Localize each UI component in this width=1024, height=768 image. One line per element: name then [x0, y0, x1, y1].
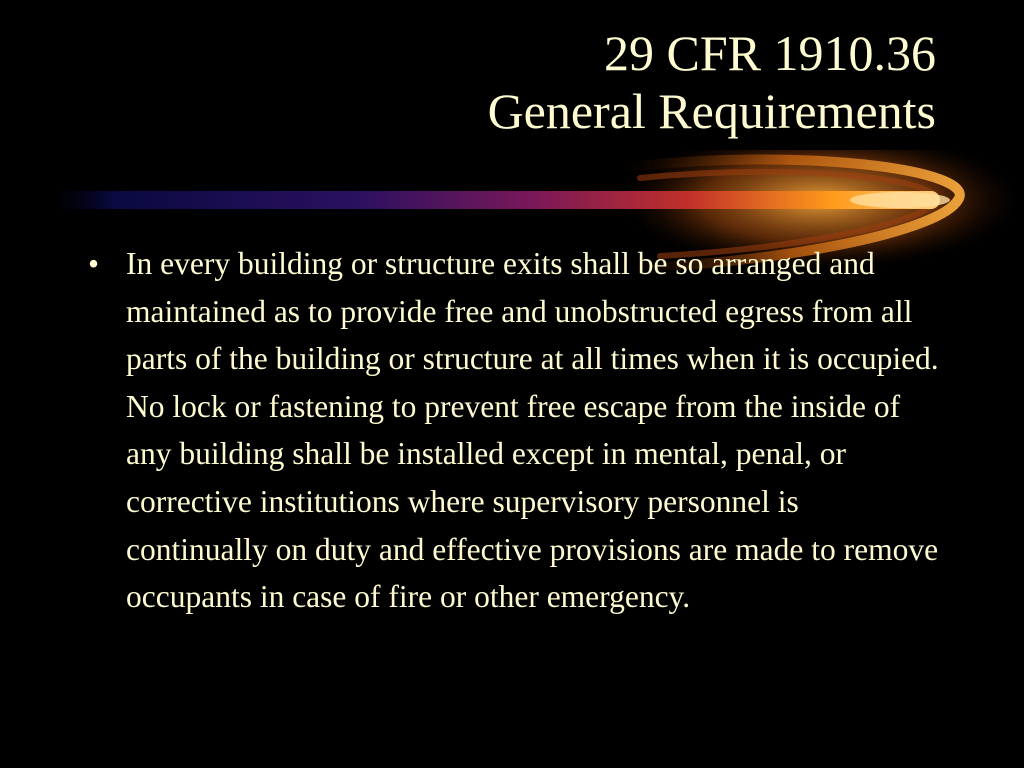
bullet-item	[88, 240, 948, 621]
swoosh-highlight	[850, 192, 950, 208]
slide-title	[488, 24, 936, 140]
title-line-1: 29 CFR 1910.36	[603, 25, 936, 81]
swoosh-bar	[40, 191, 940, 209]
bullet-text: In every building or structure exits shall be so arranged and maintained as to provide free and unobstructed egress from all parts of the building or structure at all times when it is occupied. No lock or fastening to prevent free escape from the inside of any building shall be installed except in mental, penal, or corrective institutions where supervisory personnel is continually on duty and effective provisions are made to remove occupants in case of fire or other emergency.	[126, 246, 939, 615]
slide-body	[88, 240, 948, 621]
title-line-2: General Requirements	[487, 83, 936, 139]
bullet-marker: •	[88, 246, 100, 281]
